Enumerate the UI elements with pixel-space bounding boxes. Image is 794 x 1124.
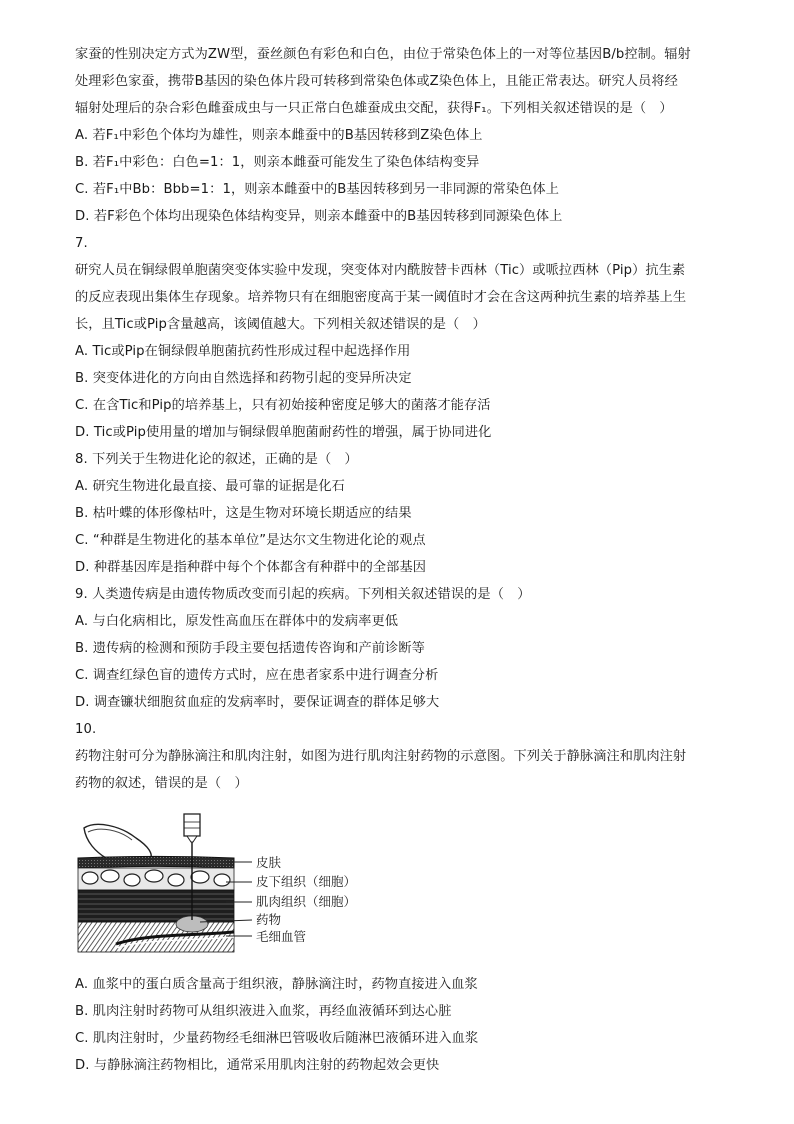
q8-option-d: D. 种群基因库是指种群中每个个体都含有种群中的全部基因 xyxy=(75,560,427,575)
q6-option-a: A. 若F₁中彩色个体均为雄性，则亲本雌蚕中的B基因转移到Z染色体上 xyxy=(75,128,483,143)
q6-option-c: C. 若F₁中Bb：Bbb=1：1，则亲本雌蚕中的B基因转移到另一非同源的常染色体上 xyxy=(75,182,559,197)
q7-option-c: C. 在含Tic和Pip的培养基上，只有初始接种密度足够大的菌落才能存活 xyxy=(75,398,491,413)
q10-stem-line-2: 药物的叙述，错误的是（ ） xyxy=(75,776,248,791)
q6-stem-line-3: 辐射处理后的杂合彩色雌蚕成虫与一只正常白色雄蚕成虫交配，获得F₁。下列相关叙述错误的是（ ） xyxy=(75,101,673,116)
q7-number: 7. xyxy=(75,236,88,251)
q10-option-a: A. 血浆中的蛋白质含量高于组织液，静脉滴注时，药物直接进入血浆 xyxy=(75,977,478,992)
q8-option-c: C. “种群是生物进化的基本单位”是达尔文生物进化论的观点 xyxy=(75,533,426,548)
q7-stem-line-3: 长，且Tic或Pip含量越高，该阈值越大。下列相关叙述错误的是（ ） xyxy=(75,317,486,332)
q6-option-d: D. 若F彩色个体均出现染色体结构变异，则亲本雌蚕中的B基因转移到同源染色体上 xyxy=(75,209,563,224)
q10-stem-line-1: 药物注射可分为静脉滴注和肌肉注射，如图为进行肌肉注射药物的示意图。下列关于静脉滴注和肌肉注射 xyxy=(75,749,687,764)
q8-stem: 8. 下列关于生物进化论的叙述，正确的是（ ） xyxy=(75,452,358,467)
q10-number: 10. xyxy=(75,722,97,737)
q7-stem-line-2: 的反应表现出集体生存现象。培养物只有在细胞密度高于某一阈值时才会在含这两种抗生素的培养基上生 xyxy=(75,290,687,305)
q8-option-b: B. 枯叶蝶的体形像枯叶，这是生物对环境长期适应的结果 xyxy=(75,506,412,521)
q10-option-b: B. 肌肉注射时药物可从组织液进入血浆，再经血液循环到达心脏 xyxy=(75,1004,452,1019)
injection-diagram xyxy=(76,812,376,964)
q6-stem-line-1: 家蚕的性别决定方式为ZW型，蚕丝颜色有彩色和白色，由位于常染色体上的一对等位基因B/b控制。辐射 xyxy=(75,47,691,62)
label-skin: 皮肤 xyxy=(256,855,282,870)
q7-option-b: B. 突变体进化的方向由自然选择和药物引起的变异所决定 xyxy=(75,371,412,386)
q9-option-d: D. 调查镰状细胞贫血症的发病率时，要保证调查的群体足够大 xyxy=(75,695,440,710)
tissue-illustration xyxy=(78,814,234,952)
q7-option-a: A. Tic或Pip在铜绿假单胞菌抗药性形成过程中起选择作用 xyxy=(75,344,411,359)
q6-option-b: B. 若F₁中彩色：白色=1：1，则亲本雌蚕可能发生了染色体结构变异 xyxy=(75,155,480,170)
q9-option-a: A. 与白化病相比，原发性高血压在群体中的发病率更低 xyxy=(75,614,399,629)
label-subcutaneous-tissue: 皮下组织（细胞） xyxy=(256,874,357,889)
label-drug: 药物 xyxy=(256,912,282,927)
q6-stem-line-2: 处理彩色家蚕，携带B基因的染色体片段可转移到常染色体或Z染色体上，且能正常表达。研究人员将经 xyxy=(75,74,678,89)
q9-stem: 9. 人类遗传病是由遗传物质改变而引起的疾病。下列相关叙述错误的是（ ） xyxy=(75,587,531,602)
q7-option-d: D. Tic或Pip使用量的增加与铜绿假单胞菌耐药性的增强，属于协同进化 xyxy=(75,425,492,440)
label-muscle-tissue: 肌肉组织（细胞） xyxy=(256,894,357,909)
q7-stem-line-1: 研究人员在铜绿假单胞菌突变体实验中发现，突变体对内酰胺替卡西林（Tic）或哌拉西林（Pip）抗生素 xyxy=(75,263,686,278)
q9-option-c: C. 调查红绿色盲的遗传方式时，应在患者家系中进行调查分析 xyxy=(75,668,439,683)
q9-option-b: B. 遗传病的检测和预防手段主要包括遗传咨询和产前诊断等 xyxy=(75,641,425,656)
q10-option-c: C. 肌肉注射时，少量药物经毛细淋巴管吸收后随淋巴液循环进入血浆 xyxy=(75,1031,479,1046)
q8-option-a: A. 研究生物进化最直接、最可靠的证据是化石 xyxy=(75,479,345,494)
q10-option-d: D. 与静脉滴注药物相比，通常采用肌肉注射的药物起效会更快 xyxy=(75,1058,440,1073)
label-capillary: 毛细血管 xyxy=(256,929,307,944)
